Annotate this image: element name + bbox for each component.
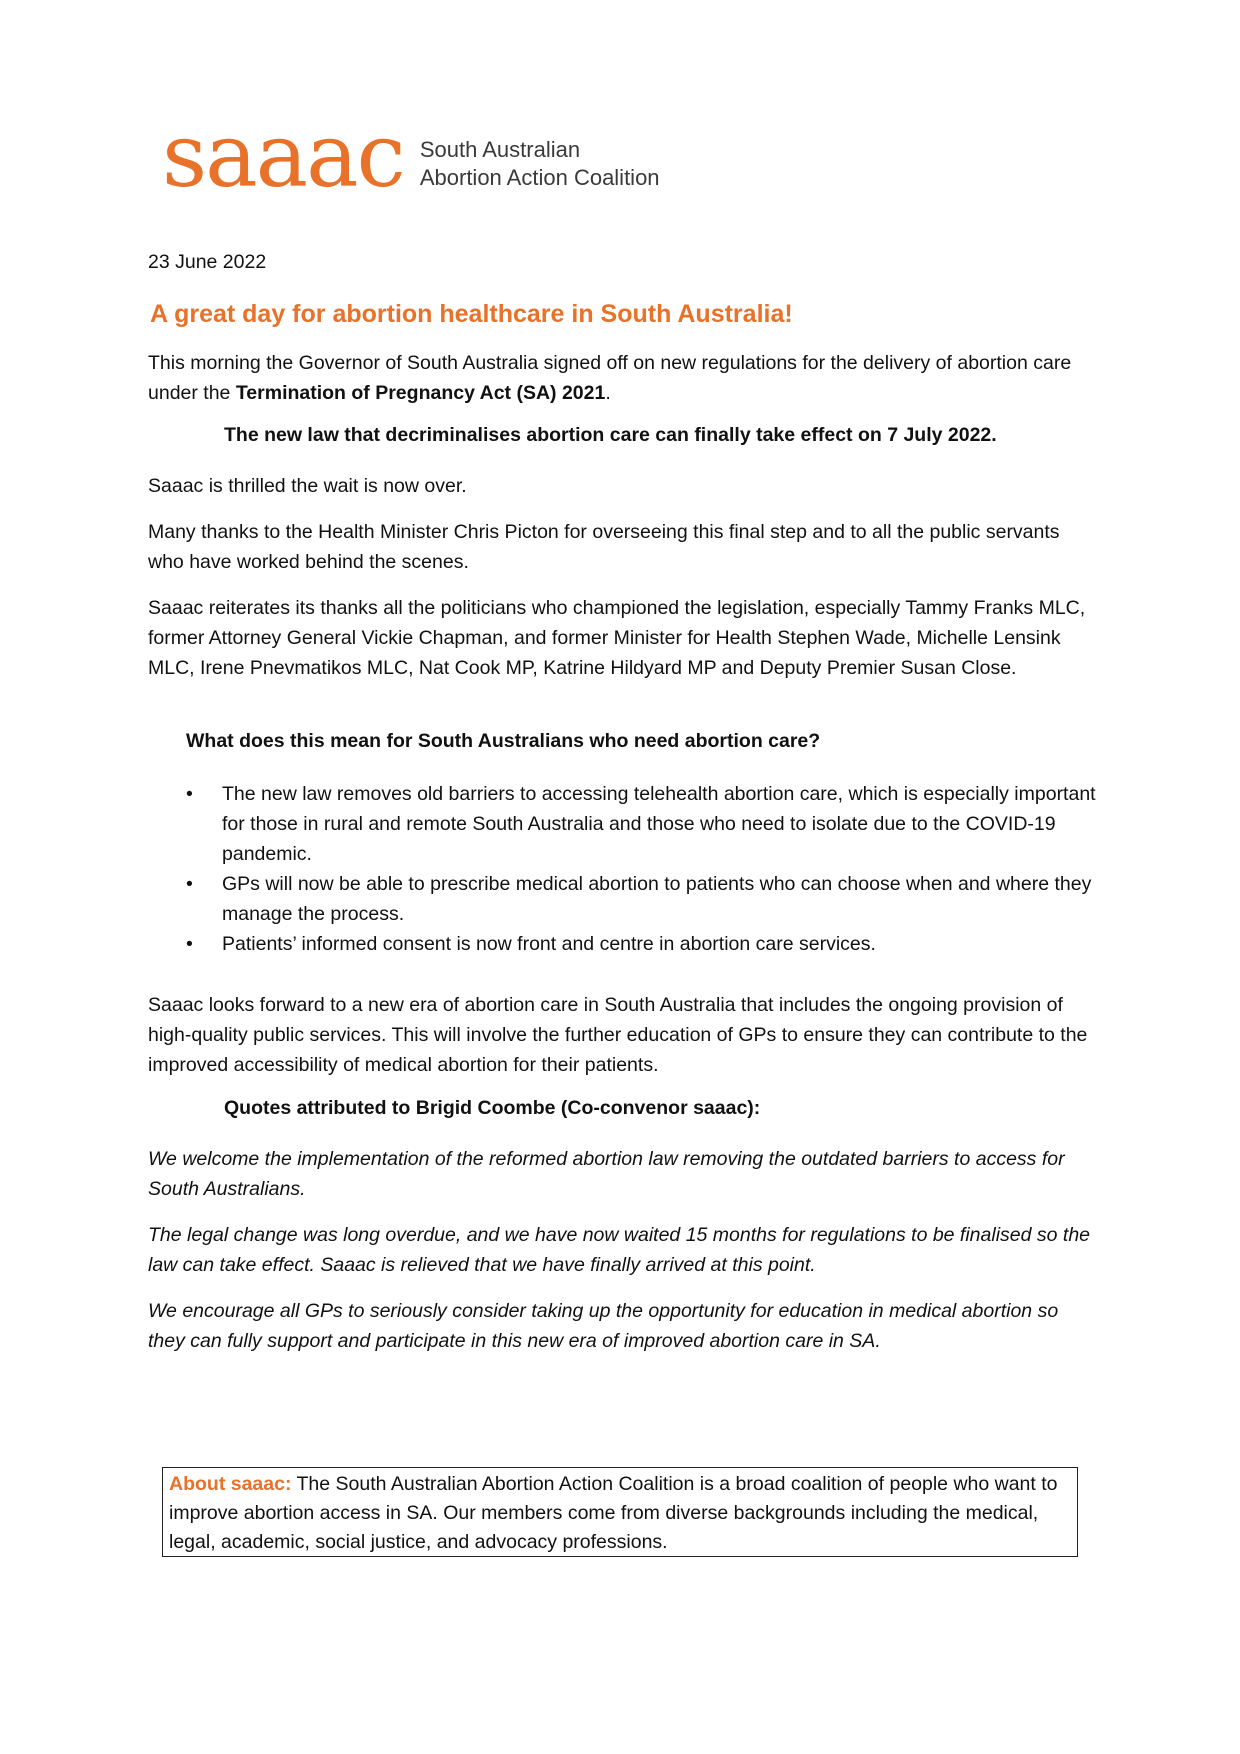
bullet-text: The new law removes old barriers to accessing telehealth abortion care, which is especially important for those in rural and remote South Australia and those who need to isolate due to the COVID-19 pandemic.: [222, 783, 1096, 865]
effective-date-callout: The new law that decriminalises abortion care can finally take effect on 7 July 2022.: [224, 424, 997, 446]
intro-text-before: This morning the Governor of South Australia signed off on new regulations for the delivery of abortion care under the: [148, 352, 1072, 404]
quote-1: We welcome the implementation of the reformed abortion law removing the outdated barriers to access for South Australians.: [148, 1148, 1065, 1200]
bullet-item: [186, 929, 1096, 959]
about-lead: About saaac:: [169, 1473, 292, 1495]
about-saaac-box: [162, 1467, 1078, 1557]
paragraph-thanks-minister: Many thanks to the Health Minister Chris Picton for overseeing this final step and to all the public servants who have worked behind the scenes.: [148, 521, 1060, 573]
bullet-item: [186, 869, 1096, 929]
bullet-item: [186, 779, 1096, 869]
intro-paragraph: [148, 348, 1098, 408]
logo-line-2: Abortion Action Coalition: [419, 165, 660, 190]
bullet-text: Patients’ informed consent is now front and centre in abortion care services.: [222, 933, 876, 955]
headline: A great day for abortion healthcare in South Australia!: [150, 300, 793, 328]
logo-wordmark: saaac: [162, 104, 404, 207]
saaac-logo: [162, 104, 660, 207]
bullet-glyph: •: [186, 933, 193, 955]
bullet-glyph: •: [186, 873, 193, 895]
act-name: Termination of Pregnancy Act (SA) 2021: [235, 382, 606, 404]
paragraph-thanks-politicians: Saaac reiterates its thanks all the politicians who championed the legislation, especially Tammy Franks MLC, former Attorney General Vickie Chapman, and former Minister for Health Stephen Wade, Michelle Lensink MLC, Irene Pnevmatikos MLC, Nat Cook MP, Katrine Hildyard MP and Deputy Premier Susan Close.: [148, 597, 1086, 679]
quotes-heading: Quotes attributed to Brigid Coombe (Co-convenor saaac):: [224, 1097, 761, 1119]
logo-line-1: South Australian: [419, 137, 581, 162]
logo-org-name: [420, 136, 660, 192]
quote-2: The legal change was long overdue, and we have now waited 15 months for regulations to be finalised so the law can take effect. Saaac is relieved that we have finally arrived at this point.: [148, 1224, 1091, 1276]
intro-text-after: .: [605, 382, 611, 404]
meaning-bullet-list: [186, 779, 1096, 959]
bullet-text: GPs will now be able to prescribe medical abortion to patients who can choose when and where they manage the process.: [222, 873, 1092, 925]
about-text: The South Australian Abortion Action Coalition is a broad coalition of people who want to improve abortion access in SA. Our members come from diverse backgrounds including the medical, legal, academic, social justice, and advocacy professions.: [169, 1473, 1058, 1553]
meaning-heading: What does this mean for South Australians who need abortion care?: [186, 730, 821, 752]
bullet-glyph: •: [186, 783, 193, 805]
release-date: 23 June 2022: [148, 251, 267, 273]
paragraph-thrilled: Saaac is thrilled the wait is now over.: [148, 475, 467, 497]
paragraph-outlook: Saaac looks forward to a new era of abortion care in South Australia that includes the ongoing provision of high-quality public services. This will involve the further education of GPs to ensure they can contribute to the improved accessibility of medical abortion for their patients.: [148, 994, 1088, 1076]
quote-3: We encourage all GPs to seriously consider taking up the opportunity for education in medical abortion so they can fully support and participate in this new era of improved abortion care in SA.: [148, 1300, 1059, 1352]
